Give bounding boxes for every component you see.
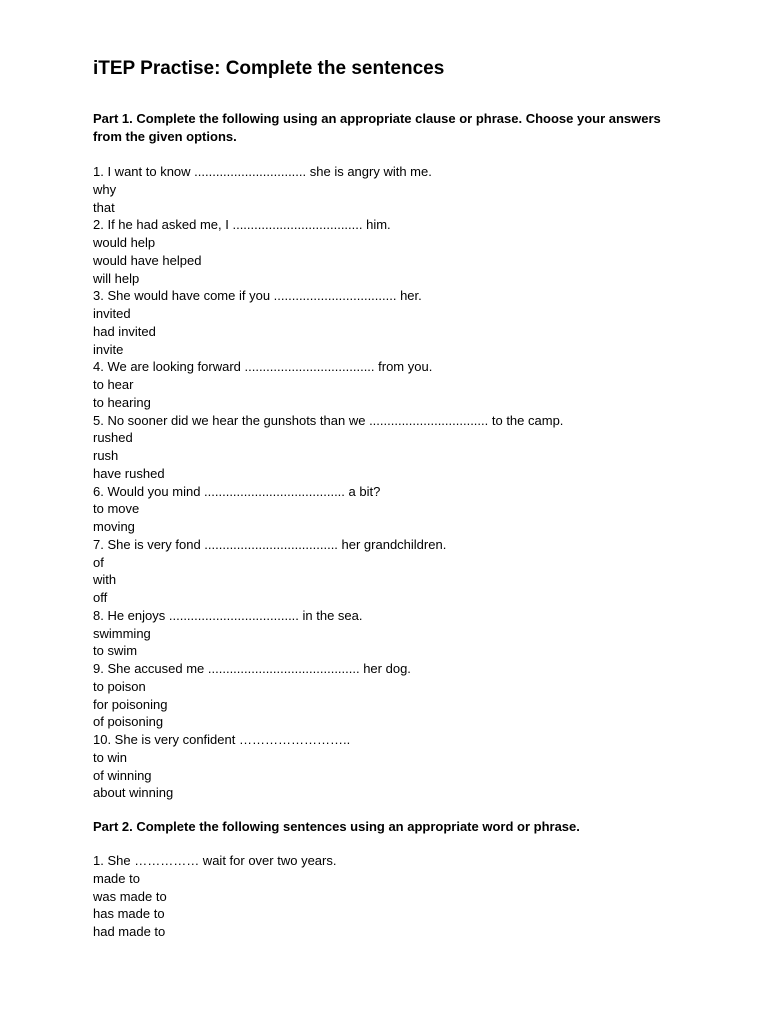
- answer-option: was made to: [93, 888, 167, 904]
- question-prompt: 4. We are looking forward .................................... from you.: [93, 359, 433, 375]
- answer-option: to swim: [93, 643, 138, 659]
- answer-option: to win: [93, 749, 127, 765]
- answer-option: that: [93, 199, 115, 215]
- answer-option: to poison: [93, 678, 146, 694]
- answer-option: rushed: [93, 430, 133, 446]
- answer-option: had made to: [93, 924, 166, 939]
- answer-option: of winning: [93, 767, 152, 783]
- answer-option: to hearing: [93, 394, 151, 410]
- answer-option: to hear: [93, 377, 134, 392]
- answer-option: why: [93, 181, 117, 197]
- question-prompt: 1. I want to know ............................... she is angry with me.: [93, 164, 432, 179]
- part2-heading: Part 2. Complete the following sentences using an appropriate word or phrase.: [93, 819, 580, 834]
- answer-option: had invited: [93, 323, 156, 339]
- part2-questions: [93, 852, 336, 941]
- answer-option: have rushed: [93, 465, 165, 481]
- question-prompt: 2. If he had asked me, I .................................... him.: [93, 217, 391, 233]
- answer-option: swimming: [93, 625, 151, 641]
- answer-option: has made to: [93, 906, 165, 922]
- question-prompt: 7. She is very fond ..................................... her grandchildren.: [93, 536, 447, 552]
- answer-option: of: [93, 554, 104, 570]
- question-prompt: 10. She is very confident ……………………..: [93, 732, 351, 747]
- answer-option: would help: [93, 235, 156, 250]
- question-prompt: 3. She would have come if you .................................. her.: [93, 288, 422, 304]
- answer-option: rush: [93, 448, 119, 463]
- question-prompt: 9. She accused me .......................................... her dog.: [93, 661, 411, 676]
- answer-option: for poisoning: [93, 696, 168, 712]
- question-prompt: 6. Would you mind ....................................... a bit?: [93, 483, 381, 499]
- question-prompt: 1. She …………… wait for over two years.: [93, 853, 337, 868]
- answer-option: of poisoning: [93, 714, 164, 730]
- part1-questions: [93, 163, 563, 802]
- page-title: iTEP Practise: Complete the sentences: [93, 58, 445, 79]
- answer-option: off: [93, 590, 108, 605]
- part1-heading: Part 1. Complete the following using an appropriate clause or phrase. Choose your answers from the given options.: [93, 111, 661, 144]
- answer-option: made to: [93, 870, 140, 886]
- answer-option: moving: [93, 519, 135, 534]
- answer-option: about winning: [93, 785, 174, 801]
- answer-option: invited: [93, 306, 131, 321]
- question-prompt: 8. He enjoys .................................... in the sea.: [93, 607, 363, 623]
- answer-option: would have helped: [93, 252, 202, 268]
- answer-option: with: [93, 572, 117, 588]
- answer-option: invite: [93, 341, 124, 357]
- question-prompt: 5. No sooner did we hear the gunshots than we ................................. to the camp.: [93, 412, 564, 428]
- answer-option: will help: [93, 270, 140, 286]
- answer-option: to move: [93, 501, 140, 517]
